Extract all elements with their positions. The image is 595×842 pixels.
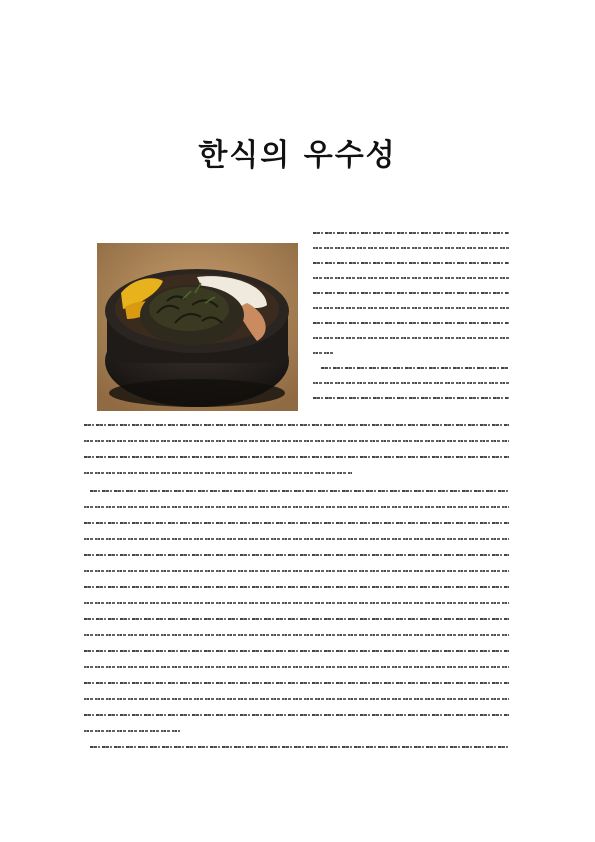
paragraph-intro-right — [313, 232, 509, 412]
paragraph-body — [84, 490, 509, 746]
paragraph-next — [84, 746, 509, 748]
bibimbap-bowl-photo — [97, 243, 298, 411]
document-title: 한식의 우수성 — [198, 138, 397, 173]
paragraph-intro-continued — [84, 424, 509, 488]
bowl-illustration — [97, 243, 298, 411]
